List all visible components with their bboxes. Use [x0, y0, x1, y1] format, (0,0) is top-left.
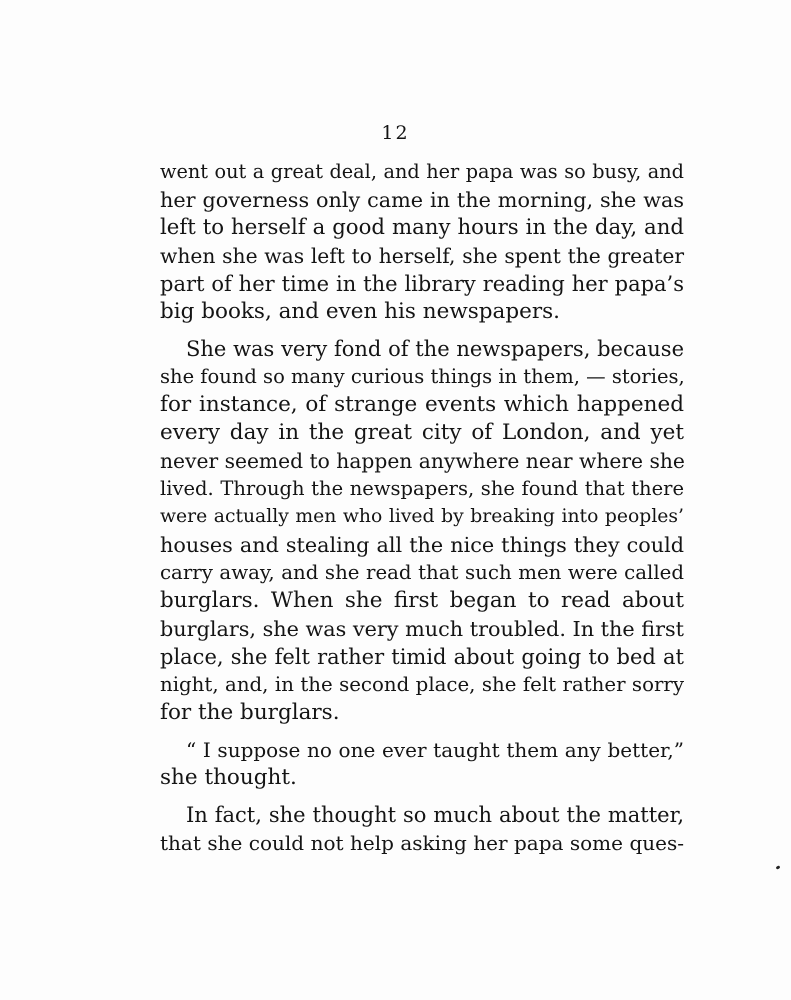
text-line: she found so many curious things in them, — stories,: [160, 365, 685, 388]
body-text: [160, 158, 684, 857]
text-line: houses and stealing all the nice things they could: [160, 533, 684, 557]
text-line: She was very fond of the newspapers, because: [186, 337, 684, 361]
paragraph: [160, 158, 684, 326]
paragraph: [160, 801, 684, 857]
text-line: for instance, of strange events which happened: [160, 392, 684, 417]
text-line: for the burglars.: [160, 700, 340, 725]
text-line: place, she felt rather timid about going to bed at: [160, 645, 684, 669]
paragraph: [160, 736, 684, 792]
text-line: when she was left to herself, she spent the greater: [160, 244, 684, 268]
text-line: “ I suppose no one ever taught them any better,”: [186, 738, 684, 762]
page-number: 12: [381, 122, 410, 144]
text-line: burglars. When she first began to read about: [160, 588, 684, 613]
text-line: went out a great deal, and her papa was so busy, and: [160, 160, 684, 183]
text-line: left to herself a good many hours in the day, and: [160, 215, 684, 240]
text-line: never seemed to happen anywhere near where she: [160, 449, 685, 473]
text-line: that she could not help asking her papa some ques-: [160, 831, 684, 855]
text-line: were actually men who lived by breaking into peoples’: [160, 506, 684, 527]
text-line: she thought.: [160, 765, 297, 790]
ink-speck: [776, 865, 781, 870]
text-line: In fact, she thought so much about the matter,: [186, 803, 684, 827]
text-line: her governess only came in the morning, she was: [160, 188, 684, 212]
paragraph: [160, 335, 684, 727]
text-line: lived. Through the newspapers, she found that there: [160, 477, 684, 500]
text-line: carry away, and she read that such men were called: [160, 561, 684, 584]
text-line: night, and, in the second place, she felt rather sorry: [160, 673, 684, 696]
text-line: every day in the great city of London, and yet: [160, 420, 684, 445]
text-line: big books, and even his newspapers.: [160, 299, 560, 324]
text-line: burglars, she was very much troubled. In the first: [160, 617, 685, 641]
text-line: part of her time in the library reading her papa’s: [160, 272, 684, 296]
